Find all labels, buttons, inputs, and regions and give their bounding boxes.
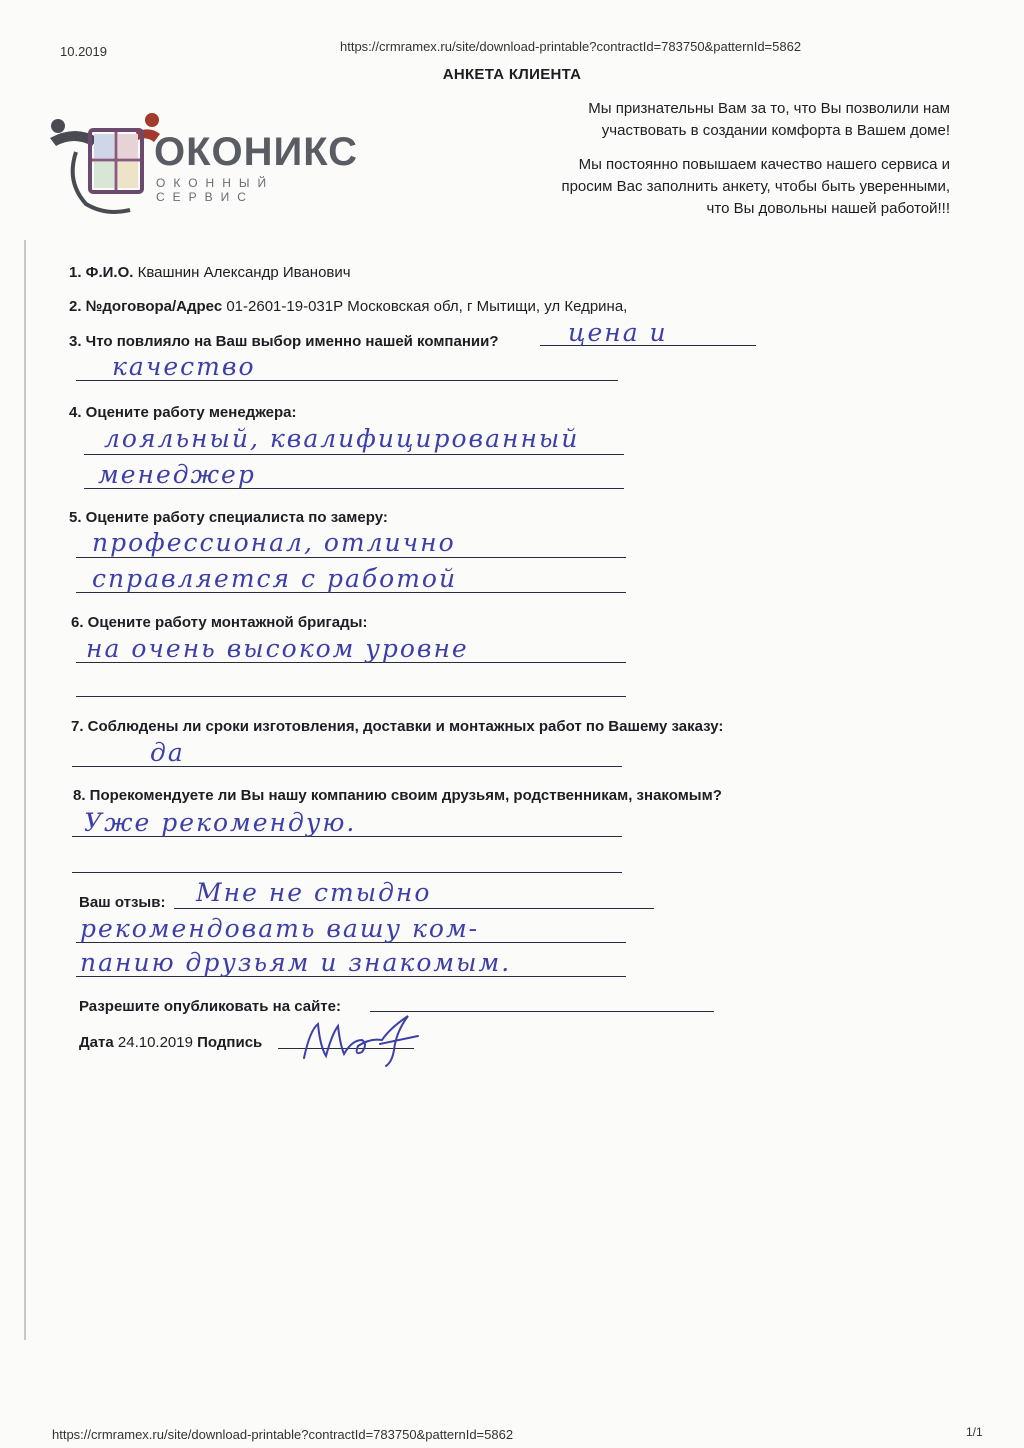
q5-answer-2: справляется с работой: [92, 564, 458, 593]
q2-value: 01-2601-19-031Р Московская обл, г Мытищи, ул Кедрина,: [226, 298, 628, 315]
q2-label: 2. №договора/Адрес: [69, 298, 223, 315]
logo-brand-name: ОКОНИКС: [154, 130, 359, 174]
review-answer-2: рекомендовать вашу ком-: [80, 914, 480, 943]
q4-answer-1: лояльный, квалифицированный: [104, 424, 580, 453]
q5-label: 5. Оцените работу специалиста по замеру:: [69, 509, 388, 526]
q1-row: [69, 264, 351, 281]
publish-label: Разрешите опубликовать на сайте:: [79, 998, 341, 1015]
q7-answer-1: да: [150, 738, 185, 767]
header-date: 10.2019: [60, 44, 107, 59]
request-line-3: что Вы довольны нашей работой!!!: [706, 200, 950, 217]
date-label: Дата: [79, 1034, 114, 1051]
review-line-1: [174, 908, 654, 909]
q1-value: Квашнин Александр Иванович: [137, 264, 351, 281]
q5-answer-1: профессионал, отлично: [92, 528, 456, 557]
q7-label: 7. Соблюдены ли сроки изготовления, доставки и монтажных работ по Вашему заказу:: [71, 718, 724, 735]
q3-answer-2: качество: [112, 352, 256, 381]
request-line-1: Мы постоянно повышаем качество нашего сервиса и: [578, 156, 950, 173]
q8-answer-1: Уже рекомендую.: [84, 808, 357, 837]
review-label: Ваш отзыв:: [79, 894, 166, 911]
q6-answer-line-2: [76, 696, 626, 697]
scan-margin-shadow: [24, 240, 26, 1340]
logo-figure-head-right: [145, 113, 159, 127]
company-logo: [46, 112, 376, 218]
q3-answer-1: цена и: [568, 318, 668, 347]
thanks-line-1: Мы признательны Вам за то, что Вы позволили нам: [588, 100, 950, 117]
logo-pane-3: [94, 162, 114, 188]
q2-row: [69, 298, 627, 315]
signature-stroke: [304, 1016, 418, 1066]
thanks-line-2: участвовать в создании комфорта в Вашем доме!: [601, 122, 950, 139]
signature-label: Подпись: [197, 1034, 263, 1051]
q5-answer-line-1: [76, 557, 626, 558]
q4-answer-2: менеджер: [98, 460, 256, 489]
handwritten-signature: [296, 1010, 436, 1070]
q8-label: 8. Порекомендуете ли Вы нашу компанию своим друзьям, родственникам, знакомым?: [73, 787, 722, 804]
q8-answer-line-2: [72, 872, 622, 873]
footer-url: https://crmramex.ru/site/download-printable?contractId=783750&patternId=5862: [52, 1427, 514, 1442]
logo-pane-1: [94, 134, 114, 158]
request-line-2: просим Вас заполнить анкету, чтобы быть уверенными,: [561, 178, 950, 195]
review-answer-1: Мне не стыдно: [196, 878, 432, 907]
header-url: https://crmramex.ru/site/download-printable?contractId=783750&patternId=5862: [340, 39, 802, 54]
page-title: АНКЕТА КЛИЕНТА: [442, 66, 582, 83]
logo-pane-4: [118, 162, 138, 188]
date-row: [79, 1034, 262, 1051]
footer-page-number: 1/1: [966, 1425, 983, 1439]
review-answer-3: панию друзьям и знакомым.: [80, 948, 512, 977]
logo-tagline: ОКОННЫЙ СЕРВИС: [156, 176, 275, 204]
q6-answer-1: на очень высоком уровне: [86, 634, 469, 663]
q1-label: 1. Ф.И.О.: [69, 264, 134, 281]
logo-pane-2: [118, 134, 138, 158]
q4-answer-line-1: [84, 454, 624, 455]
q4-label: 4. Оцените работу менеджера:: [69, 404, 297, 421]
date-value: 24.10.2019: [117, 1034, 193, 1051]
logo-figure-head-left: [51, 119, 65, 133]
thanks-text: [480, 98, 950, 232]
q3-label: 3. Что повлияло на Ваш выбор именно нашей компании?: [69, 333, 499, 350]
q6-label: 6. Оцените работу монтажной бригады:: [71, 614, 368, 631]
